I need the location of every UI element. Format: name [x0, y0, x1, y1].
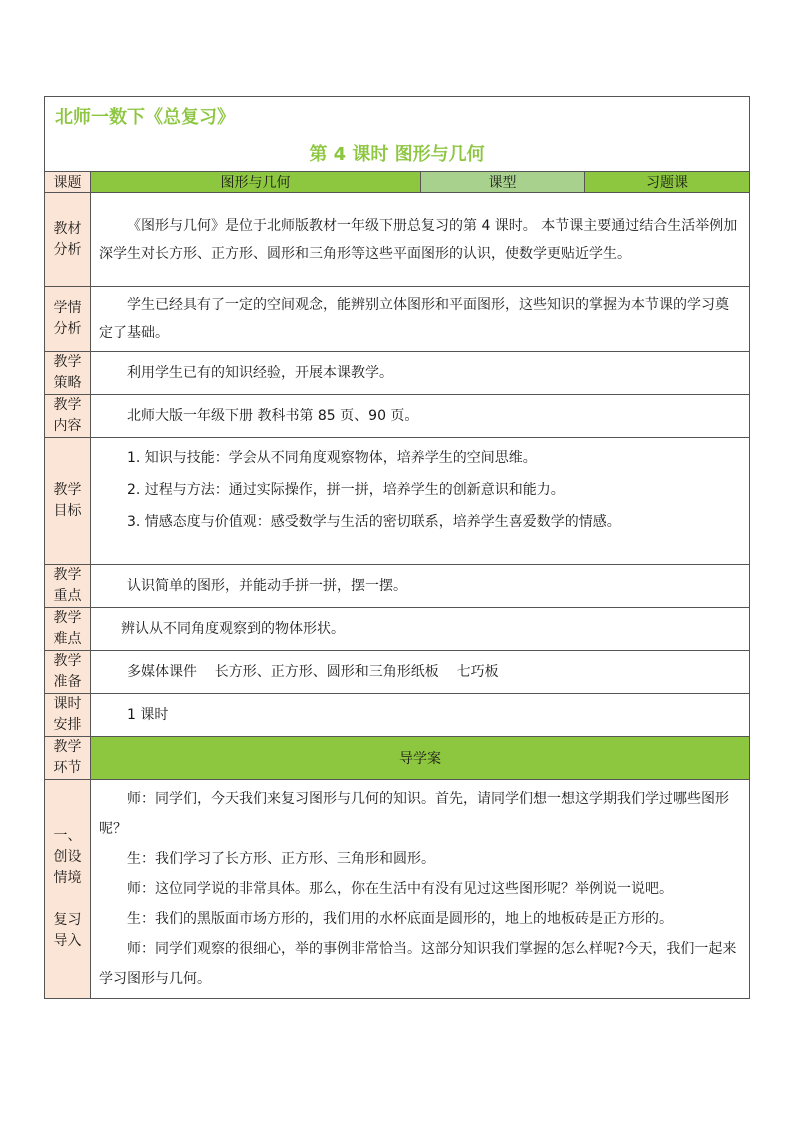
student-analysis-label: 学情 分析: [45, 287, 91, 352]
textbook-analysis-row: [45, 193, 750, 287]
section-one-row: [45, 780, 750, 999]
lesson-plan-table: [44, 96, 750, 999]
student-analysis-row: [45, 287, 750, 352]
goal-item: 1. 知识与技能：学会从不同角度观察物体，培养学生的空间思维。: [127, 450, 537, 466]
lesson-subtitle: 第 4 课时 图形与几何: [45, 136, 750, 172]
preparation-text: 多媒体课件 长方形、正方形、圆形和三角形纸板 七巧板: [91, 651, 750, 694]
textbook-analysis-text: 《图形与几何》是位于北师版教材一年级下册总复习的第 4 课时。 本节课主要通过结合生活举例加深学生对长方形、正方形、圆形和三角形等这些平面图形的认识，使数学更贴近学生。: [91, 193, 750, 287]
goals-list: [91, 438, 750, 565]
goal-item: 3. 情感态度与价值观：感受数学与生活的密切联系，培养学生喜爱数学的情感。: [127, 514, 621, 530]
textbook-analysis-label: 教材 分析: [45, 193, 91, 287]
content-row: [45, 395, 750, 438]
dialogue-line: 师：同学们，今天我们来复习图形与几何的知识。首先，请同学们想一想这学期我们学过哪些图形呢？: [99, 791, 729, 837]
dialogue-line: 生：我们学习了长方形、正方形、三角形和圆形。: [127, 851, 435, 867]
doc-title: 北师一数下《总复习》: [45, 97, 750, 136]
difficulties-row: [45, 608, 750, 651]
dialogue-line: 师：同学们观察的很细心，举的事例非常恰当。这部分知识我们掌握的怎么样呢?今天，我们一起来学习图形与几何。: [99, 941, 737, 987]
preparation-row: [45, 651, 750, 694]
content-label: 教学 内容: [45, 395, 91, 438]
strategy-row: [45, 352, 750, 395]
process-label: 教学 环节: [45, 737, 91, 780]
goals-row: [45, 438, 750, 565]
schedule-row: [45, 694, 750, 737]
schedule-label: 课时 安排: [45, 694, 91, 737]
goals-label: 教学 目标: [45, 438, 91, 565]
preparation-label: 教学 准备: [45, 651, 91, 694]
section-one-label: 一、 创设 情境 复习 导入: [45, 780, 91, 999]
topic-row: [45, 172, 750, 193]
difficulties-label: 教学 难点: [45, 608, 91, 651]
key-points-row: [45, 565, 750, 608]
header-title-row: [45, 97, 750, 136]
strategy-text: 利用学生已有的知识经验，开展本课教学。: [91, 352, 750, 395]
student-analysis-text: 学生已经具有了一定的空间观念，能辨别立体图形和平面图形，这些知识的掌握为本节课的学习奠定了基础。: [91, 287, 750, 352]
section-one-text: [91, 780, 750, 999]
goal-item: 2. 过程与方法：通过实际操作，拼一拼，培养学生的创新意识和能力。: [127, 482, 565, 498]
difficulties-text: 辨认从不同角度观察到的物体形状。: [91, 608, 750, 651]
process-heading: 导学案: [91, 737, 750, 780]
type-value: 习题课: [585, 172, 750, 193]
content-text: 北师大版一年级下册 教科书第 85 页、90 页。: [91, 395, 750, 438]
topic-label: 课题: [45, 172, 91, 193]
header-subtitle-row: [45, 136, 750, 172]
topic-value: 图形与几何: [91, 172, 421, 193]
dialogue-line: 师：这位同学说的非常具体。那么，你在生活中有没有见过这些图形呢？举例说一说吧。: [127, 881, 673, 897]
strategy-label: 教学 策略: [45, 352, 91, 395]
dialogue-line: 生：我们的黑版面市场方形的，我们用的水杯底面是圆形的，地上的地板砖是正方形的。: [127, 911, 673, 927]
key-points-text: 认识简单的图形，并能动手拼一拼，摆一摆。: [91, 565, 750, 608]
schedule-text: 1 课时: [91, 694, 750, 737]
type-label: 课型: [421, 172, 585, 193]
process-row: [45, 737, 750, 780]
key-points-label: 教学 重点: [45, 565, 91, 608]
